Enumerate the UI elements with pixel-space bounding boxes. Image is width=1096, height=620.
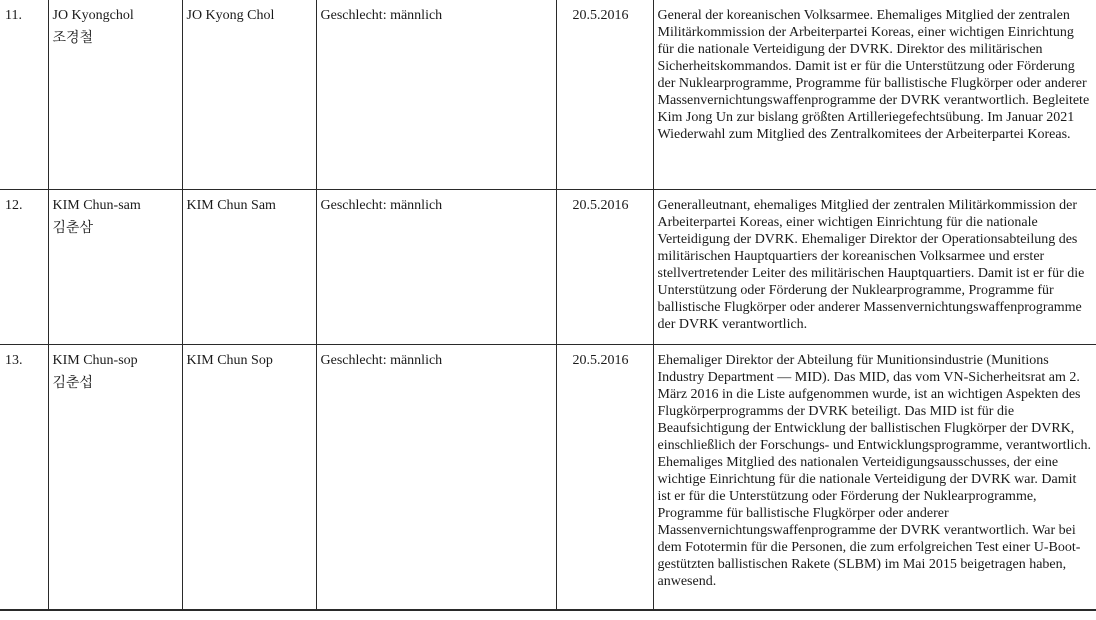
entry-name-cell [48,0,182,190]
table-row [0,190,1096,345]
entry-number: 12. [0,190,48,345]
entry-alias: KIM Chun Sam [182,190,316,345]
entry-reasons: Generalleutnant, ehemaliges Mitglied der zentralen Militärkommission der Arbeiterpartei Koreas, einer wichtigen Einrichtung für die nationale Verteidigung der DVRK. Ehemaliger Direktor der Operationsabteilung des militärischen Hauptquartiers der koreanischen Volksarmee und erster stellvertretender Leiter des militärischen Hauptquartiers. Damit ist er für die Unterstützung oder Förderung der Nuklearprogramme, Programme für ballistische Flugkörper oder anderer Massenvernichtungswaffenprogramme der DVRK verantwortlich. [653,190,1096,345]
entry-identifying-info: Geschlecht: männlich [316,345,556,611]
entry-alias: KIM Chun Sop [182,345,316,611]
entry-number: 13. [0,345,48,611]
entry-name-cell [48,190,182,345]
entry-name-hangul: 김춘삼 [52,220,94,236]
entry-date-listed: 20.5.2016 [556,345,653,611]
table-row [0,345,1096,611]
entry-alias: JO Kyong Chol [182,0,316,190]
entry-identifying-info: Geschlecht: männlich [316,0,556,190]
entry-reasons: Ehemaliger Direktor der Abteilung für Munitionsindustrie (Munitions Industry Department — MID). Das MID, das vom VN-Sicherheitsrat am 2. März 2016 in die Liste aufgenommen wurde, ist an wichtigen Aspekten des Flugkörperprogramms der DVRK beteiligt. Das MID ist für die Beaufsichtigung der Entwicklung der ballistischen Flugkörper der DVRK, einschließlich der Forschungs- und Entwicklungsprogramme, verantwortlich. Ehemaliges Mitglied des nationalen Verteidigungsausschusses, der eine wichtige Einrichtung für die nationale Verteidigung der DVRK war. Damit ist er für die Unterstützung oder Förderung der Nuklearprogramme, Programme für ballistische Flugkörper oder anderer Massenvernichtungswaffenprogramme der DVRK verantwortlich. War bei dem Fototermin für die Personen, die zum erfolgreichen Test einer U-Boot-gestützten ballistischen Rakete (SLBM) im Mai 2015 beigetragen haben, anwesend. [653,345,1096,611]
entry-date-listed: 20.5.2016 [556,0,653,190]
entry-name: KIM Chun-sop [52,353,138,368]
entry-date-listed: 20.5.2016 [556,190,653,345]
entry-name: KIM Chun-sam [52,198,141,213]
entry-name-hangul: 김춘섭 [52,375,94,391]
entry-name: JO Kyongchol [52,8,134,23]
entry-identifying-info: Geschlecht: männlich [316,190,556,345]
entry-name-hangul: 조경철 [52,30,94,46]
entry-name-cell [48,345,182,611]
entry-number: 11. [0,0,48,190]
entry-reasons: General der koreanischen Volksarmee. Ehemaliges Mitglied der zentralen Militärkommission der Arbeiterpartei Koreas, einer wichtigen Einrichtung für die nationale Verteidigung der DVRK. Direktor des militärischen Sicherheitskommandos. Damit ist er für die Unterstützung oder Förderung der Nuklearprogramme, Programme für ballistische Flugkörper oder anderer Massenvernichtungswaffenprogramme der DVRK verantwortlich. Begleitete Kim Jong Un zur bislang größten Artilleriegefechtsübung. Im Januar 2021 Wiederwahl zum Mitglied des Zentralkomitees der Arbeiterpartei Koreas. [653,0,1096,190]
table-row [0,0,1096,190]
